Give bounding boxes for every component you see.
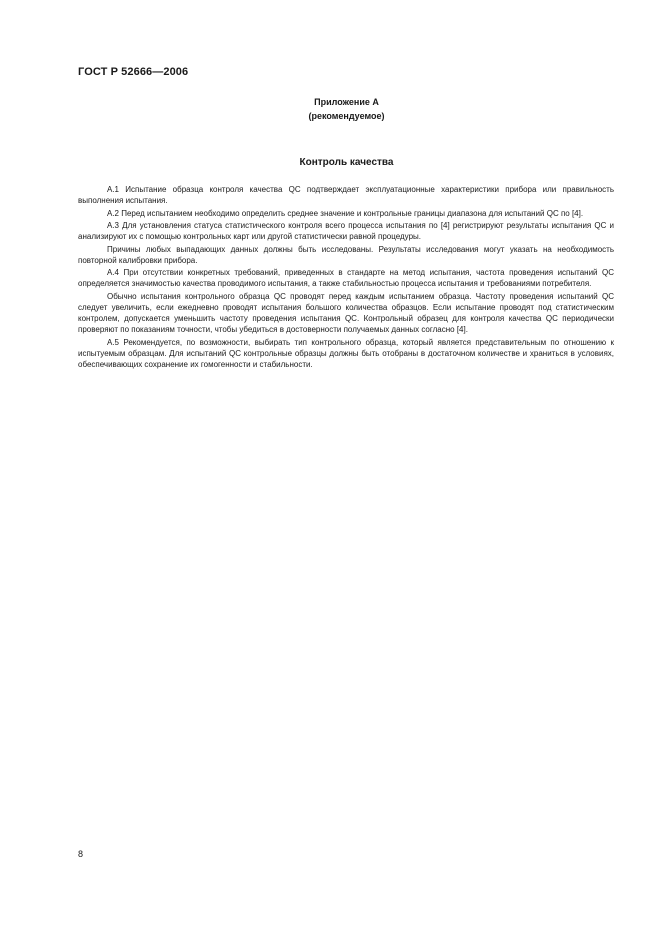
paragraph-a3-causes: Причины любых выпадающих данных должны быть исследованы. Результаты исследования могут указать на необходимость повторной калибровки прибора. [78, 244, 614, 265]
paragraph-a1: А.1 Испытание образца контроля качества QC подтверждает эксплуатационные характеристики прибора или правильность выполнения испытания. [78, 185, 614, 206]
paragraph-a5: А.5 Рекомендуется, по возможности, выбирать тип контрольного образца, который является представительным по отношению к испытуемым образцам. Для испытаний QC контрольные образцы должны быть отобраны в достаточном количестве и храниться в условиях, обеспечивающих сохранение их гомогенности и стабильности. [78, 337, 614, 370]
paragraph-a3: А.3 Для установления статуса статистического контроля всего процесса испытания по [4] регистрируют результаты испытания QC и анализируют их с помощью контрольных карт или другой статистически равной процедуры. [78, 220, 614, 242]
paragraph-a4: А.4 При отсутствии конкретных требований, приведенных в стандарте на метод испытания, частота проведения испытаний QC определяется значимостью качества проводимого испытания, а также стабильностью процесса испытания и требованиями потребителя. [78, 268, 614, 289]
appendix-status: (рекомендуемое) [308, 111, 385, 121]
section-title: Контроль качества [299, 157, 394, 168]
paragraph-a2: А.2 Перед испытанием необходимо определить среднее значение и контрольные границы диапазона для испытаний QC по [4]. [107, 208, 584, 218]
appendix-title: Приложение А [314, 97, 379, 107]
paragraph-a4-frequency: Обычно испытания контрольного образца QC проводят перед каждым испытанием образца. Частоту проведения испытаний QC следует увеличить, если ежедневно проводят испытания большого количества образцов. Если испытание проводят под статистическим контролем, допускается уменьшить частоту проведения испытания QC. Контрольный образец для контроля качества QC периодически проверяют по показаниям точности, чтобы убедиться в достоверности получаемых данных согласно [4]. [78, 291, 614, 335]
appendix-heading [0, 95, 661, 123]
page-number: 8 [78, 849, 84, 859]
document-code: ГОСТ Р 52666—2006 [78, 66, 189, 78]
body-text [78, 184, 614, 372]
